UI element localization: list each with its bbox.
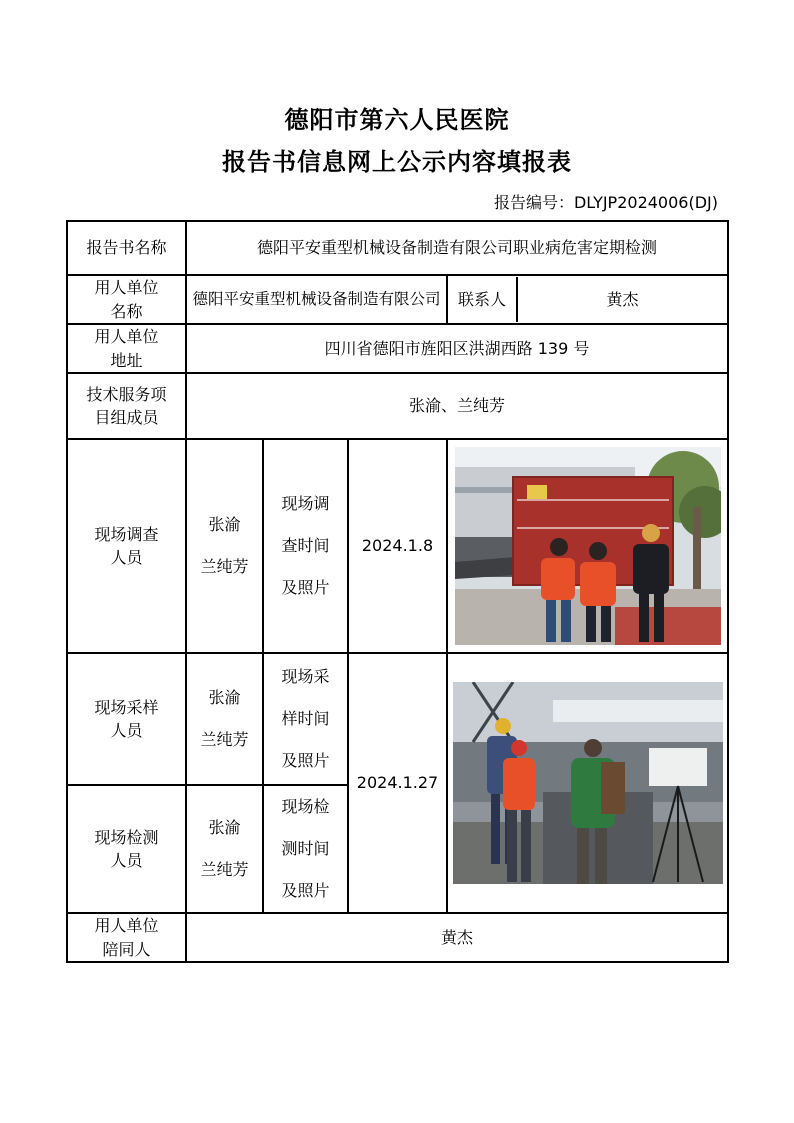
testing-person-1: 张渝 (208, 818, 241, 837)
employer-label (67, 275, 186, 324)
sampling-persons (186, 653, 263, 785)
sampling-photo-image (453, 682, 723, 884)
contact-label: 联系人 (447, 277, 518, 322)
survey-persons (186, 439, 263, 653)
survey-time-label (263, 439, 348, 653)
testing-label-l1: 现场检测 (94, 827, 159, 847)
survey-person-1: 张渝 (208, 515, 241, 534)
address-value: 四川省德阳市旌阳区洪湖西路 139 号 (186, 324, 728, 373)
employer-label-l2: 名称 (110, 301, 143, 321)
team-label-l2: 目组成员 (94, 408, 159, 427)
escort-label-l2: 陪同人 (102, 939, 151, 959)
team-value: 张渝、兰纯芳 (186, 373, 728, 439)
sampling-person-2: 兰纯芳 (200, 730, 249, 749)
testing-label-l2: 人员 (110, 851, 143, 870)
survey-photo (455, 447, 721, 645)
sampling-person-1: 张渝 (208, 688, 241, 707)
testing-time-l2: 测时间 (281, 839, 330, 858)
survey-time-l3: 及照片 (281, 578, 330, 597)
survey-label-l2: 人员 (110, 548, 143, 567)
team-label-l1: 技术服务项 (86, 384, 167, 404)
row-escort (67, 913, 728, 962)
sampling-time-l1: 现场采 (281, 667, 330, 686)
row-address (67, 324, 728, 373)
escort-value: 黄杰 (186, 913, 728, 962)
sampling-time-l2: 样时间 (281, 709, 330, 728)
sampling-label-l1: 现场采样 (94, 697, 159, 717)
survey-date: 2024.1.8 (348, 439, 447, 653)
survey-time-l1: 现场调 (281, 494, 330, 513)
row-sampling (67, 653, 728, 785)
row-survey (67, 439, 728, 653)
info-table (66, 220, 729, 963)
hospital-title: 德阳市第六人民医院 (284, 106, 510, 134)
survey-label-l1: 现场调查 (94, 524, 159, 544)
report-name-label: 报告书名称 (67, 221, 186, 275)
survey-time-l2: 查时间 (281, 536, 330, 555)
testing-persons (186, 785, 263, 913)
survey-person-2: 兰纯芳 (200, 557, 249, 576)
address-label (67, 324, 186, 373)
employer-name-value: 德阳平安重型机械设备制造有限公司 (192, 290, 441, 309)
sampling-label (67, 653, 186, 785)
employer-name (186, 275, 447, 324)
sampling-time-label (263, 653, 348, 785)
testing-time-l3: 及照片 (281, 881, 330, 900)
survey-photo-image (455, 447, 721, 645)
contact-value: 黄杰 (606, 289, 639, 309)
survey-label (67, 439, 186, 653)
form-title: 报告书信息网上公示内容填报表 (222, 148, 572, 176)
escort-label (67, 913, 186, 962)
testing-time-l1: 现场检 (281, 797, 330, 816)
contact-cell (447, 275, 728, 324)
sampling-label-l2: 人员 (110, 721, 143, 740)
sampling-testing-date: 2024.1.27 (348, 653, 447, 913)
testing-person-2: 兰纯芳 (200, 860, 249, 879)
report-number: 报告编号：DLYJP2024006(DJ) (493, 193, 718, 212)
sampling-photo (453, 682, 723, 884)
sampling-photo-cell (447, 653, 728, 913)
survey-photo-cell (447, 439, 728, 653)
row-team (67, 373, 728, 439)
sampling-time-l3: 及照片 (281, 751, 330, 770)
testing-time-label (263, 785, 348, 913)
address-label-l1: 用人单位 (94, 327, 159, 347)
address-label-l2: 地址 (110, 350, 143, 370)
report-name-value: 德阳平安重型机械设备制造有限公司职业病危害定期检测 (186, 221, 728, 275)
testing-label (67, 785, 186, 913)
row-employer (67, 275, 728, 324)
employer-label-l1: 用人单位 (94, 278, 159, 298)
escort-label-l1: 用人单位 (94, 916, 159, 936)
team-label (67, 373, 186, 439)
row-report-name (67, 221, 728, 275)
